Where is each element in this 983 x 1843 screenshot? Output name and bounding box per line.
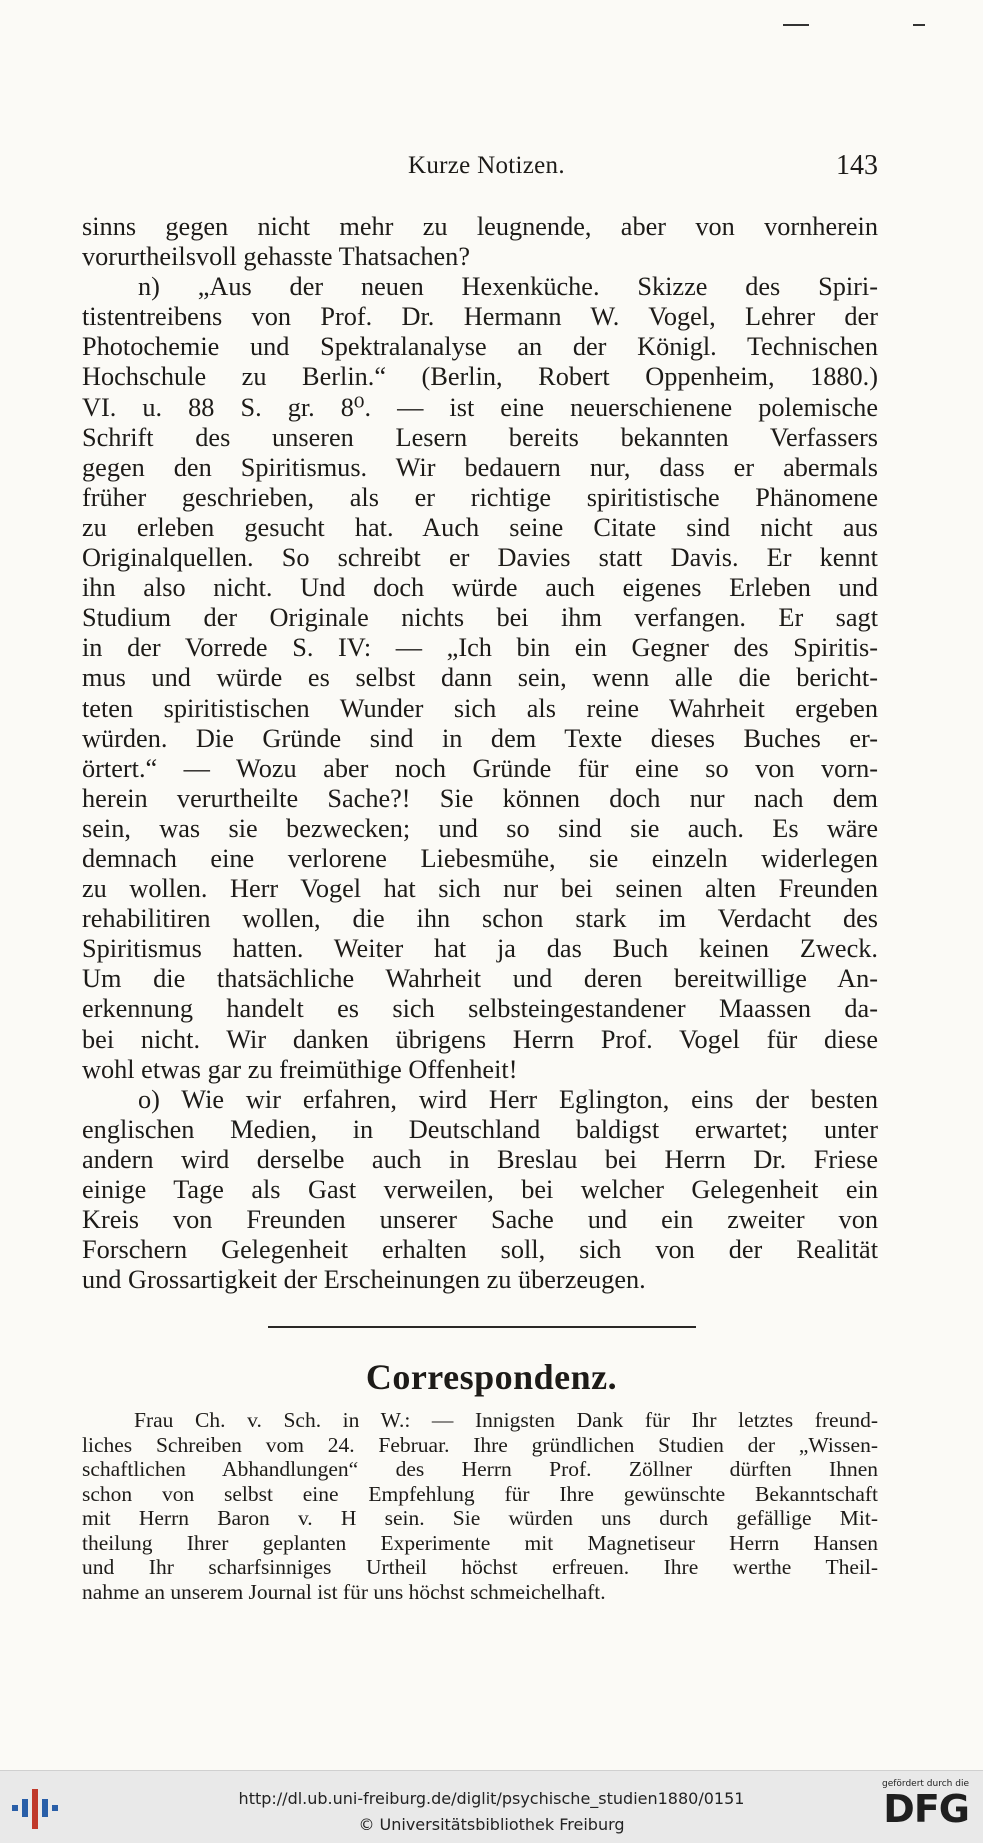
correspondence-line: nahme an unserem Journal ist für uns höchst schmeichelhaft. — [82, 1579, 606, 1604]
scan-edge-marks — [723, 20, 943, 28]
text-line: vorurtheilsvoll gehasste Thatsachen? — [82, 242, 471, 272]
correspondence-line: liches Schreiben vom 24. Februar. Ihre gründlichen Studien der „Wissen- — [82, 1432, 878, 1457]
source-url[interactable]: http://dl.ub.uni-freiburg.de/diglit/psychische_studien1880/0151 — [238, 1789, 745, 1808]
dfg-logo — [879, 1779, 969, 1837]
correspondence-line: mit Herrn Baron v. H sein. Sie würden uns durch gefällige Mit- — [82, 1506, 878, 1530]
text-line: Studium der Originale nichts bei ihm verfangen. Er sagt — [82, 603, 878, 633]
text-line: Photochemie und Spektralanalyse an der Königl. Technischen — [82, 332, 878, 362]
text-line: Originalquellen. So schreibt er Davies statt Davis. Er kennt — [82, 543, 878, 573]
text-line: ihn also nicht. Und doch würde auch eigenes Erleben und — [82, 573, 878, 603]
text-line: Schrift des unseren Lesern bereits bekannten Verfassers — [82, 422, 878, 452]
dfg-logo-text: DFG — [883, 1787, 969, 1831]
section-divider — [268, 1326, 696, 1328]
text-line: mus und würde es selbst dann sein, wenn alle die bericht- — [82, 663, 878, 693]
text-line: und Grossartigkeit der Erscheinungen zu überzeugen. — [82, 1265, 646, 1295]
text-line: früher geschrieben, als er richtige spiritistische Phänomene — [82, 482, 878, 512]
text-line: gegen den Spiritismus. Wir bedauern nur, dass er abermals — [82, 452, 878, 482]
text-line: erkennung handelt es sich selbsteingestandener Maassen da- — [82, 994, 878, 1024]
text-line: andern wird derselbe auch in Breslau bei Herrn Dr. Friese — [82, 1144, 878, 1174]
text-line: sein, was sie bezwecken; und so sind sie auch. Es wäre — [82, 813, 878, 843]
text-line: Kreis von Freunden unserer Sache und ein zweiter von — [82, 1205, 878, 1235]
text-line: englischen Medien, in Deutschland baldigst erwartet; unter — [82, 1114, 878, 1144]
page-header — [82, 152, 878, 192]
text-line: Hochschule zu Berlin.“ (Berlin, Robert Oppenheim, 1880.) — [82, 362, 878, 392]
correspondence-line: schon von selbst eine Empfehlung für Ihre gewünschte Bekanntschaft — [82, 1481, 878, 1506]
footer-bar — [0, 1770, 983, 1843]
text-line: rehabilitiren wollen, die ihn schon stark im Verdacht des — [82, 904, 878, 934]
text-line: wohl etwas gar zu freimüthige Offenheit! — [82, 1054, 518, 1084]
correspondence-line: Frau Ch. v. Sch. in W.: — Innigsten Dank für Ihr letztes freund- — [134, 1408, 878, 1432]
running-title: Kurze Notizen. — [408, 152, 565, 179]
section-title: Correspondenz. — [365, 1357, 618, 1397]
dfg-funding-note: gefördert durch die — [882, 1779, 969, 1789]
text-line: Um die thatsächliche Wahrheit und deren bereitwillige An- — [82, 964, 878, 994]
correspondence-body — [82, 1408, 878, 1604]
text-line: bei nicht. Wir danken übrigens Herrn Prof. Vogel für diese — [82, 1024, 878, 1054]
text-line: Spiritismus hatten. Weiter hat ja das Buch keinen Zweck. — [82, 934, 878, 964]
text-line: sinns gegen nicht mehr zu leugnende, aber von vornherein — [82, 212, 878, 241]
article-body — [82, 212, 878, 1295]
copyright-notice: © Universitätsbibliothek Freiburg — [358, 1815, 625, 1834]
page-number: 143 — [836, 150, 878, 181]
text-line: einige Tage als Gast verweilen, bei welcher Gelegenheit ein — [82, 1175, 878, 1204]
correspondence-line: theilung Ihrer geplanten Experimente mit Magnetiseur Herrn Hansen — [82, 1530, 878, 1555]
text-line: VI. u. 88 S. gr. 8⁰. — ist eine neuerschienene polemische — [82, 392, 878, 422]
text-line: zu wollen. Herr Vogel hat sich nur bei seinen alten Freunden — [82, 874, 878, 904]
text-line: herein verurtheilte Sache?! Sie können doch nur nach dem — [82, 783, 878, 813]
text-line: teten spiritistischen Wunder sich als reine Wahrheit ergeben — [82, 693, 878, 723]
text-line: zu erleben gesucht hat. Auch seine Citate sind nicht aus — [82, 512, 878, 542]
text-line: örtert.“ — Wozu aber noch Gründe für eine so von vorn- — [82, 753, 878, 783]
text-line: demnach eine verlorene Liebesmühe, sie einzeln widerlegen — [82, 843, 878, 873]
text-line: würden. Die Gründe sind in dem Texte dieses Buches er- — [82, 723, 878, 753]
text-line: o) Wie wir erfahren, wird Herr Eglington, eins der besten — [138, 1084, 878, 1114]
correspondence-line: schaftlichen Abhandlungen“ des Herrn Prof. Zöllner dürften Ihnen — [82, 1457, 878, 1481]
text-line: tistentreibens von Prof. Dr. Hermann W. Vogel, Lehrer der — [82, 302, 878, 332]
text-line: n) „Aus der neuen Hexenküche. Skizze des Spiri- — [138, 272, 878, 302]
text-line: Forschern Gelegenheit erhalten soll, sich von der Realität — [82, 1235, 878, 1265]
text-line: in der Vorrede S. IV: — „Ich bin ein Gegner des Spiritis- — [82, 633, 878, 663]
correspondence-line: und Ihr scharfsinniges Urtheil höchst erfreuen. Ihre werthe Theil- — [82, 1555, 878, 1579]
